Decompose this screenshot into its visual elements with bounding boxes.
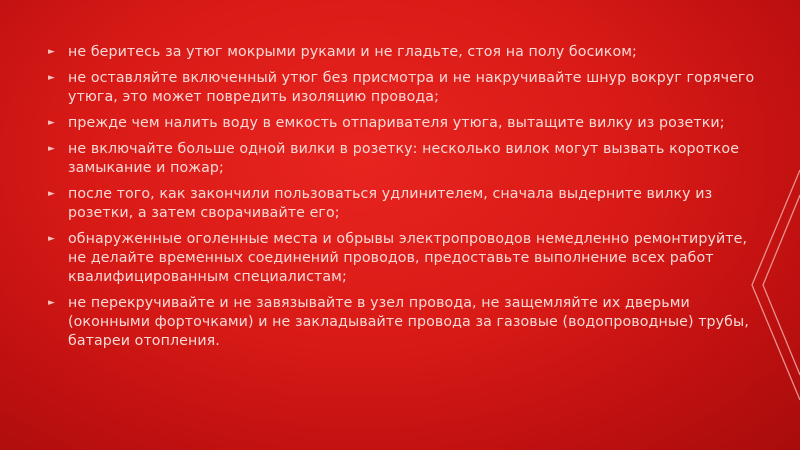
bullet-list: [48, 43, 768, 358]
bullet-arrow-icon: ►: [48, 144, 56, 154]
bullet-arrow-icon: ►: [48, 73, 56, 83]
bullet-arrow-icon: ►: [48, 234, 56, 244]
chevron-line-outer: [752, 170, 800, 400]
bullet-arrow-icon: ►: [48, 298, 56, 308]
list-item: [48, 140, 768, 178]
list-item: [48, 185, 768, 223]
list-item: [48, 69, 768, 107]
decorative-chevron-lines: [730, 0, 800, 450]
list-item-text: не перекручивайте и не завязывайте в узел провода, не защемляйте их дверьми (оконными форточками) и не закладывайте провода за газовые (водопроводные) трубы, батареи отопления.: [68, 295, 749, 349]
bullet-arrow-icon: ►: [48, 47, 56, 57]
list-item-text: обнаруженные оголенные места и обрывы электропроводов немедленно ремонтируйте, не делайте временных соединений проводов, предоставьте выполнение всех работ квалифицированным специалистам;: [68, 231, 748, 285]
bullet-arrow-icon: ►: [48, 189, 56, 199]
list-item-text: прежде чем налить воду в емкость отпаривателя утюга, вытащите вилку из розетки;: [68, 115, 725, 131]
list-item-text: после того, как закончили пользоваться удлинителем, сначала выдерните вилку из розетки, а затем сворачивайте его;: [68, 186, 713, 221]
chevron-line-inner: [763, 195, 800, 375]
list-item-text: не включайте больше одной вилки в розетку: несколько вилок могут вызвать короткое замыкание и пожар;: [68, 141, 740, 176]
list-item: [48, 230, 768, 287]
bullet-arrow-icon: ►: [48, 118, 56, 128]
list-item-text: не оставляйте включенный утюг без присмотра и не накручивайте шнур вокруг горячего утюга, это может повредить изоляцию провода;: [68, 70, 755, 105]
list-item: [48, 43, 768, 62]
list-item: [48, 114, 768, 133]
list-item-text: не беритесь за утюг мокрыми руками и не гладьте, стоя на полу босиком;: [68, 44, 637, 60]
list-item: [48, 294, 768, 351]
